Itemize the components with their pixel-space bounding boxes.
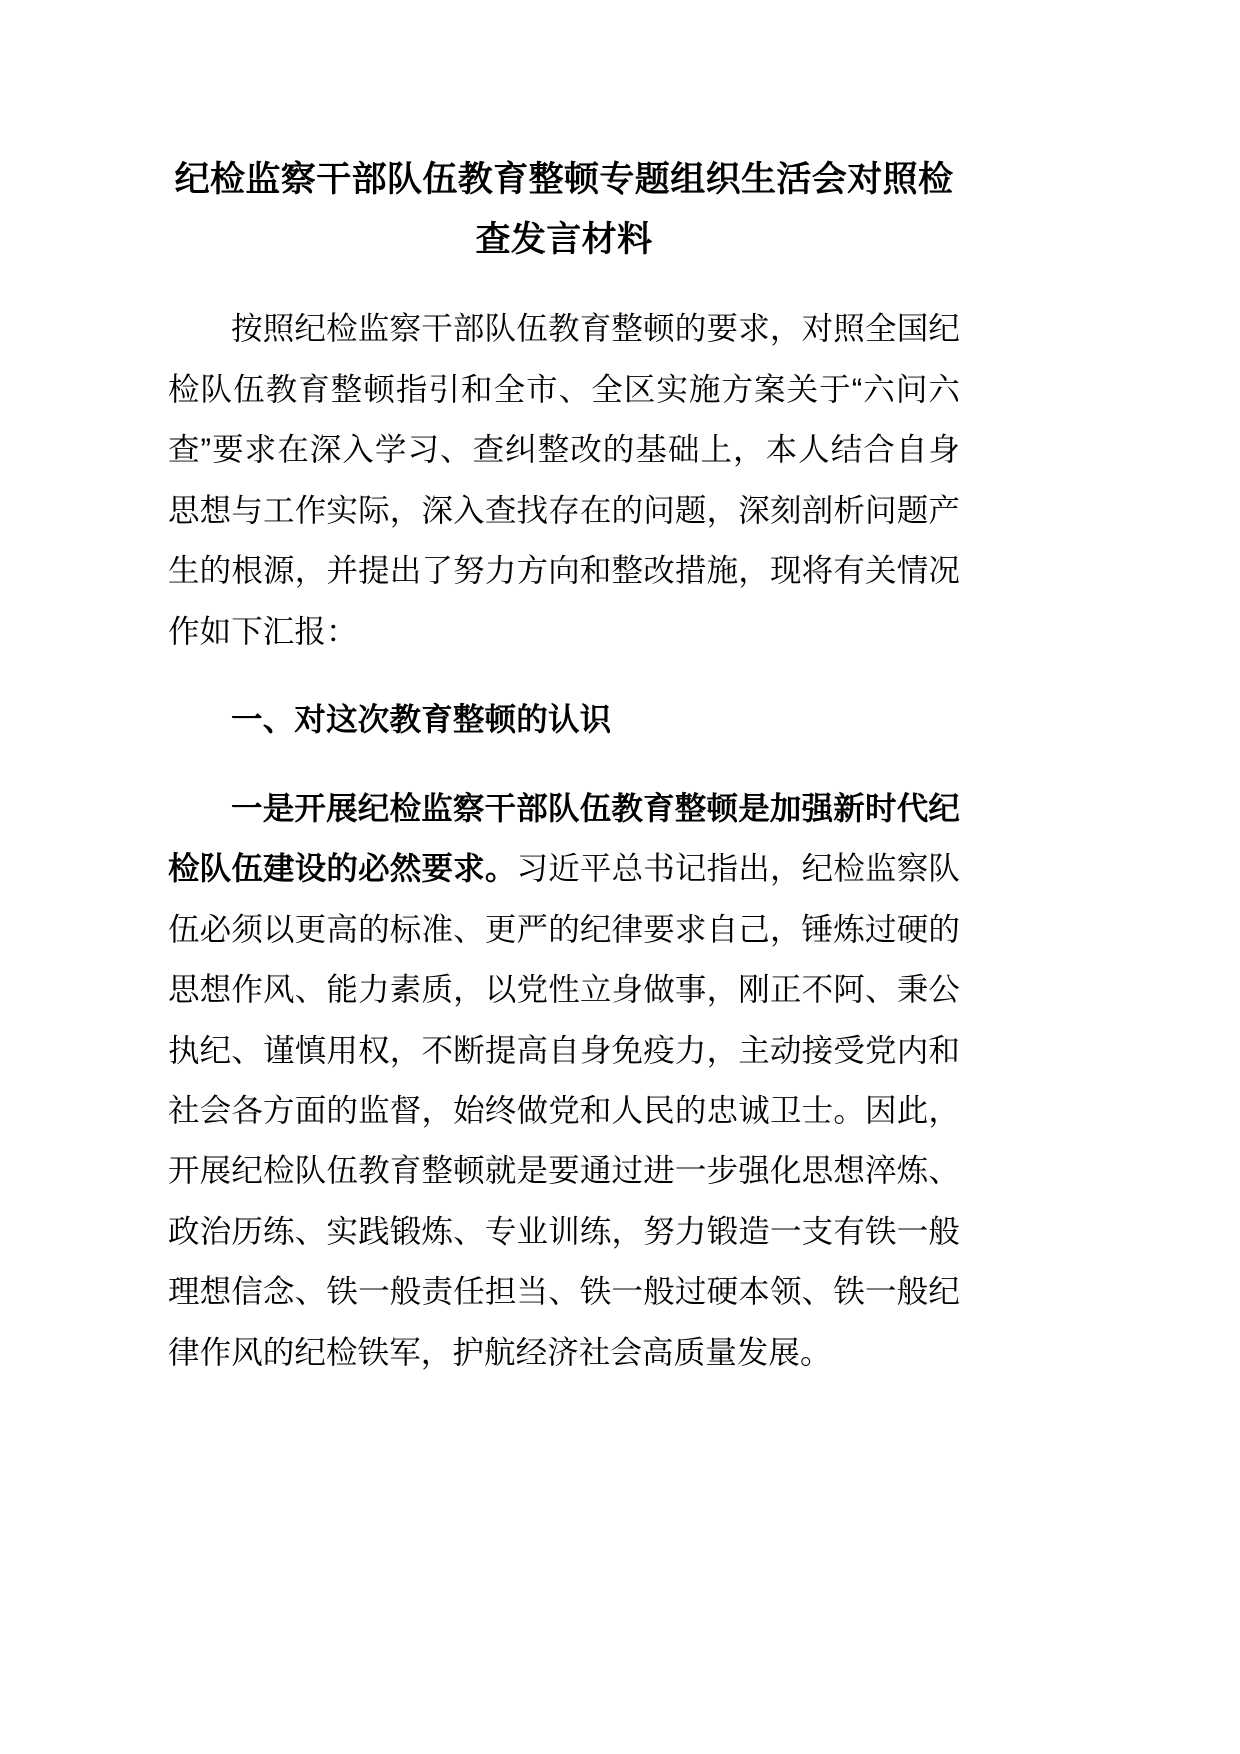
point-one-paragraph [168, 778, 960, 1383]
page-title: 纪检监察干部队伍教育整顿专题组织生活会对照检查发言材料 [174, 160, 954, 260]
point-one-bold-lead: 一是开展纪检监察干部队伍教育整顿是加强新时代纪检队伍建设的必然要求。 [168, 789, 960, 887]
section-heading-one: 一、对这次教育整顿的认识 [231, 701, 612, 738]
intro-paragraph: 按照纪检监察干部队伍教育整顿的要求，对照全国纪检队伍教育整顿指引和全市、全区实施方案关于“六问六查”要求在深入学习、查纠整改的基础上，本人结合自身思想与工作实际，深入查找存在的问题，深刻剖析问题产生的根源，并提出了努力方向和整改措施，现将有关情况作如下汇报： [168, 310, 960, 649]
title-spacer [168, 278, 960, 298]
heading-spacer [168, 750, 960, 778]
intro-spacer [168, 661, 960, 689]
point-one-body: 习近平总书记指出，纪检监察队伍必须以更高的标准、更严的纪律要求自己，锤炼过硬的思想作风、能力素质，以党性立身做事，刚正不阿、秉公执纪、谨慎用权，不断提高自身免疫力，主动接受党内和社会各方面的监督，始终做党和人民的忠诚卫士。因此，开展纪检队伍教育整顿就是要通过进一步强化思想淬炼、政治历练、实践锻炼、专业训练，努力锻造一支有铁一般理想信念、铁一般责任担当、铁一般过硬本领、铁一般纪律作风的纪检铁军，护航经济社会高质量发展。 [168, 850, 960, 1370]
document-body [168, 150, 960, 1382]
